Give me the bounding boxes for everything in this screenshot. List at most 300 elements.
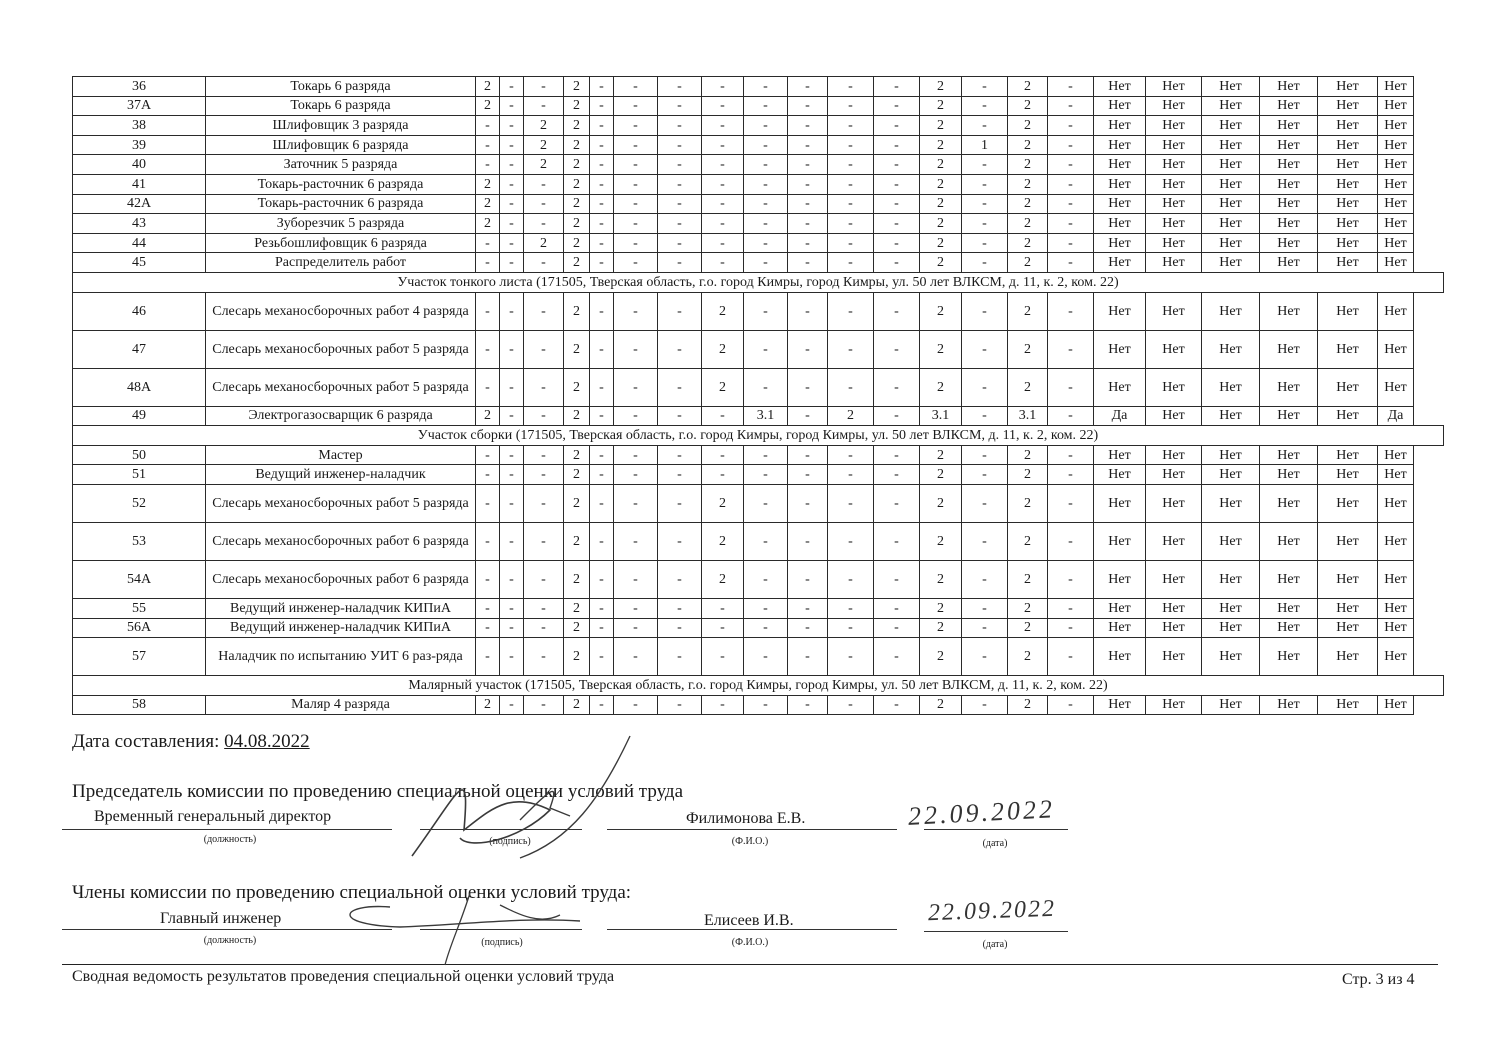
table-cell: -	[1048, 116, 1094, 136]
table-cell: 2	[524, 116, 564, 136]
table-cell: Нет	[1146, 598, 1202, 618]
table-cell: -	[614, 330, 658, 368]
table-cell: -	[702, 465, 744, 485]
table-cell: -	[476, 233, 500, 253]
table-cell: -	[828, 330, 874, 368]
table-cell: 2	[1008, 214, 1048, 234]
table-cell: -	[524, 406, 564, 426]
table-cell: -	[744, 155, 788, 175]
table-cell: Нет	[1378, 484, 1414, 522]
table-cell: Нет	[1094, 638, 1146, 676]
table-cell: Нет	[1146, 292, 1202, 330]
table-cell: Нет	[1318, 406, 1378, 426]
table-cell: -	[874, 484, 920, 522]
table-cell: -	[658, 77, 702, 97]
table-cell: Нет	[1146, 214, 1202, 234]
table-cell: Нет	[1146, 406, 1202, 426]
table-cell: Нет	[1318, 445, 1378, 465]
table-cell: -	[476, 368, 500, 406]
table-cell: -	[1048, 194, 1094, 214]
table-cell: 2	[920, 174, 962, 194]
table-cell: -	[962, 155, 1008, 175]
table-cell: -	[614, 368, 658, 406]
table-row	[73, 560, 1444, 598]
table-cell: -	[1048, 214, 1094, 234]
table-cell: Нет	[1260, 465, 1318, 485]
table-cell: -	[744, 368, 788, 406]
chair-heading: Председатель комиссии по проведению специальной оценки условий труда	[72, 781, 683, 802]
table-cell: Да	[1094, 406, 1146, 426]
table-cell: 2	[524, 135, 564, 155]
table-cell: -	[614, 155, 658, 175]
table-cell: Нет	[1094, 522, 1146, 560]
table-cell: -	[744, 135, 788, 155]
table-cell: Нет	[1094, 330, 1146, 368]
table-cell: 2	[1008, 560, 1048, 598]
table-cell: -	[614, 116, 658, 136]
table-cell: Нет	[1202, 116, 1260, 136]
table-cell: Нет	[1146, 330, 1202, 368]
table-cell: -	[1048, 618, 1094, 638]
table-cell: Нет	[1094, 194, 1146, 214]
table-cell: -	[788, 465, 828, 485]
table-cell: -	[874, 598, 920, 618]
table-cell: 2	[702, 292, 744, 330]
table-cell: -	[962, 522, 1008, 560]
table-cell: -	[590, 292, 614, 330]
table-cell: 2	[1008, 445, 1048, 465]
table-cell: Нет	[1260, 368, 1318, 406]
table-cell: -	[962, 618, 1008, 638]
member-signature	[320, 885, 620, 975]
table-cell: 2	[564, 174, 590, 194]
table-cell: -	[524, 618, 564, 638]
table-cell: Нет	[1094, 135, 1146, 155]
table-cell: -	[658, 484, 702, 522]
table-cell: Нет	[1094, 253, 1146, 273]
table-cell: -	[500, 77, 524, 97]
table-cell: 2	[564, 96, 590, 116]
table-cell: -	[500, 445, 524, 465]
table-cell: 2	[564, 695, 590, 715]
table-cell: Нет	[1260, 174, 1318, 194]
table-cell: -	[614, 77, 658, 97]
section-title: Участок тонкого листа (171505, Тверская область, г.о. город Кимры, город Кимры, ул. 50 лет ВЛКСМ, д. 11, к. 2, ком. 22)	[73, 272, 1444, 292]
table-cell: 2	[476, 695, 500, 715]
table-cell: -	[702, 135, 744, 155]
table-cell: -	[1048, 638, 1094, 676]
table-cell: 2	[920, 116, 962, 136]
table-cell: -	[744, 96, 788, 116]
table-cell: Нет	[1202, 233, 1260, 253]
table-cell: Нет	[1260, 135, 1318, 155]
table-cell: -	[590, 214, 614, 234]
table-cell: 2	[1008, 598, 1048, 618]
table-cell: -	[788, 406, 828, 426]
table-cell: -	[614, 445, 658, 465]
member-name: Елисеев И.В.	[704, 912, 794, 929]
table-row	[73, 522, 1444, 560]
table-cell: 2	[920, 292, 962, 330]
table-cell: -	[476, 598, 500, 618]
table-cell: Нет	[1094, 116, 1146, 136]
table-cell: -	[874, 77, 920, 97]
table-cell: -	[614, 214, 658, 234]
table-cell: Нет	[1202, 135, 1260, 155]
table-cell: Нет	[1146, 155, 1202, 175]
table-cell: -	[874, 330, 920, 368]
table-cell: 3.1	[920, 406, 962, 426]
table-cell: -	[614, 560, 658, 598]
table-cell: -	[658, 445, 702, 465]
chair-position-line	[62, 829, 392, 830]
table-cell: Нет	[1260, 155, 1318, 175]
table-cell: -	[658, 638, 702, 676]
position-name: Наладчик по испытанию УИТ 6 раз-ряда	[206, 638, 476, 676]
workplace-number: 37А	[73, 96, 206, 116]
workplace-number: 40	[73, 155, 206, 175]
table-cell: -	[590, 560, 614, 598]
table-cell: -	[658, 560, 702, 598]
table-cell: Нет	[1378, 695, 1414, 715]
position-name: Заточник 5 разряда	[206, 155, 476, 175]
table-cell: -	[962, 368, 1008, 406]
table-cell: -	[524, 194, 564, 214]
table-cell: 2	[920, 522, 962, 560]
table-cell: -	[524, 638, 564, 676]
table-cell: -	[788, 214, 828, 234]
table-cell: -	[962, 445, 1008, 465]
table-cell: -	[590, 330, 614, 368]
table-cell: -	[828, 116, 874, 136]
table-cell: Нет	[1202, 368, 1260, 406]
table-cell: -	[874, 194, 920, 214]
table-cell: -	[658, 96, 702, 116]
table-cell: -	[788, 445, 828, 465]
table-cell: Нет	[1318, 96, 1378, 116]
table-cell: Нет	[1094, 695, 1146, 715]
table-cell: -	[828, 598, 874, 618]
table-cell: Нет	[1146, 618, 1202, 638]
table-cell: Нет	[1202, 174, 1260, 194]
table-row	[73, 253, 1444, 273]
caption-date-2: (дата)	[982, 939, 1008, 950]
table-cell: Нет	[1094, 445, 1146, 465]
table-cell: -	[614, 522, 658, 560]
table-cell: -	[874, 135, 920, 155]
table-cell: -	[874, 406, 920, 426]
table-cell: Нет	[1146, 368, 1202, 406]
table-cell: -	[500, 155, 524, 175]
chair-position: Временный генеральный директор	[94, 808, 332, 825]
table-cell: -	[614, 253, 658, 273]
table-cell: -	[744, 77, 788, 97]
table-cell: -	[962, 406, 1008, 426]
table-row	[73, 465, 1444, 485]
table-cell: 2	[920, 445, 962, 465]
position-name: Токарь 6 разряда	[206, 77, 476, 97]
position-name: Резьбошлифовщик 6 разряда	[206, 233, 476, 253]
chair-signature	[400, 730, 640, 870]
table-row	[73, 155, 1444, 175]
position-name: Мастер	[206, 445, 476, 465]
table-cell: 2	[828, 406, 874, 426]
table-cell: 2	[920, 638, 962, 676]
table-cell: -	[962, 77, 1008, 97]
table-cell: -	[614, 174, 658, 194]
table-cell: 2	[920, 695, 962, 715]
table-row	[73, 330, 1444, 368]
member-date-line	[924, 931, 1068, 932]
compilation-date	[72, 731, 310, 753]
table-cell: -	[614, 484, 658, 522]
workplace-number: 39	[73, 135, 206, 155]
table-cell: Нет	[1318, 465, 1378, 485]
workplace-number: 49	[73, 406, 206, 426]
table-cell: -	[614, 618, 658, 638]
table-cell: -	[744, 174, 788, 194]
table-cell: -	[744, 465, 788, 485]
table-cell: -	[828, 155, 874, 175]
table-cell: -	[500, 330, 524, 368]
workplace-number: 46	[73, 292, 206, 330]
table-cell: Нет	[1146, 135, 1202, 155]
table-cell: -	[962, 116, 1008, 136]
table-cell: -	[476, 465, 500, 485]
table-cell: -	[476, 445, 500, 465]
table-cell: 3.1	[1008, 406, 1048, 426]
table-cell: -	[874, 155, 920, 175]
table-cell: Нет	[1318, 522, 1378, 560]
table-cell: 2	[524, 155, 564, 175]
table-cell: -	[828, 253, 874, 273]
position-name: Токарь-расточник 6 разряда	[206, 174, 476, 194]
table-cell: -	[702, 116, 744, 136]
table-cell: -	[744, 330, 788, 368]
caption-fio: (Ф.И.О.)	[731, 836, 769, 847]
table-cell: -	[744, 116, 788, 136]
table-cell: 2	[1008, 174, 1048, 194]
table-cell: 2	[920, 618, 962, 638]
table-cell: Нет	[1202, 253, 1260, 273]
table-cell: Нет	[1260, 77, 1318, 97]
table-cell: -	[874, 96, 920, 116]
table-cell: Нет	[1378, 233, 1414, 253]
table-row	[73, 406, 1444, 426]
table-cell: 2	[476, 96, 500, 116]
section-title: Участок сборки (171505, Тверская область, г.о. город Кимры, город Кимры, ул. 50 лет ВЛКСМ, д. 11, к. 2, ком. 22)	[73, 426, 1444, 446]
workplace-number: 51	[73, 465, 206, 485]
table-cell: -	[828, 96, 874, 116]
position-name: Слесарь механосборочных работ 6 разряда	[206, 522, 476, 560]
table-cell: Нет	[1378, 135, 1414, 155]
table-cell: -	[614, 135, 658, 155]
workplace-number: 42А	[73, 194, 206, 214]
table-cell: 2	[1008, 96, 1048, 116]
table-cell: Нет	[1260, 253, 1318, 273]
table-cell: -	[788, 368, 828, 406]
table-cell: Нет	[1202, 292, 1260, 330]
table-cell: -	[524, 695, 564, 715]
section-title: Малярный участок (171505, Тверская область, г.о. город Кимры, город Кимры, ул. 50 лет ВЛКСМ, д. 11, к. 2, ком. 22)	[73, 676, 1444, 696]
table-cell: -	[524, 77, 564, 97]
table-row	[73, 638, 1444, 676]
workplace-number: 50	[73, 445, 206, 465]
workplace-number: 44	[73, 233, 206, 253]
table-cell: -	[962, 292, 1008, 330]
table-cell: 2	[1008, 330, 1048, 368]
table-cell: 2	[564, 194, 590, 214]
table-cell: 2	[702, 368, 744, 406]
table-cell: -	[524, 445, 564, 465]
table-cell: 2	[920, 598, 962, 618]
table-cell: Нет	[1378, 445, 1414, 465]
table-cell: 2	[1008, 233, 1048, 253]
table-cell: -	[702, 174, 744, 194]
table-cell: -	[1048, 465, 1094, 485]
table-cell: Нет	[1318, 155, 1378, 175]
table-cell: Нет	[1202, 96, 1260, 116]
table-cell: Нет	[1202, 330, 1260, 368]
table-cell: -	[590, 174, 614, 194]
workplace-number: 45	[73, 253, 206, 273]
table-cell: -	[500, 253, 524, 273]
table-cell: -	[1048, 77, 1094, 97]
table-cell: 2	[564, 484, 590, 522]
table-cell: 2	[564, 368, 590, 406]
table-cell: -	[614, 695, 658, 715]
table-cell: -	[702, 695, 744, 715]
table-cell: -	[500, 484, 524, 522]
caption-signature-2: (подпись)	[481, 937, 523, 948]
table-cell: -	[500, 695, 524, 715]
table-cell: Нет	[1094, 233, 1146, 253]
table-cell: -	[614, 598, 658, 618]
page-number: Стр. 3 из 4	[1342, 971, 1415, 988]
table-cell: -	[744, 560, 788, 598]
table-cell: Нет	[1378, 77, 1414, 97]
position-name: Ведущий инженер-наладчик	[206, 465, 476, 485]
results-table	[72, 76, 1444, 715]
table-cell: -	[658, 292, 702, 330]
table-cell: 2	[564, 445, 590, 465]
table-cell: -	[500, 214, 524, 234]
table-row	[73, 116, 1444, 136]
table-cell: -	[614, 96, 658, 116]
table-cell: 2	[920, 253, 962, 273]
table-cell: Нет	[1202, 77, 1260, 97]
chair-date: 22.09.2022	[907, 794, 1056, 831]
table-cell: 2	[1008, 77, 1048, 97]
table-cell: -	[702, 253, 744, 273]
caption-position: (должность)	[203, 834, 257, 845]
table-cell: -	[658, 465, 702, 485]
table-cell: 2	[920, 214, 962, 234]
position-name: Токарь 6 разряда	[206, 96, 476, 116]
table-cell: -	[828, 214, 874, 234]
table-cell: -	[590, 96, 614, 116]
table-cell: -	[702, 638, 744, 676]
table-cell: 2	[1008, 465, 1048, 485]
table-cell: -	[874, 368, 920, 406]
table-cell: Нет	[1202, 406, 1260, 426]
table-cell: -	[500, 194, 524, 214]
table-cell: -	[658, 253, 702, 273]
table-cell: -	[874, 445, 920, 465]
table-cell: -	[962, 194, 1008, 214]
table-cell: Нет	[1146, 445, 1202, 465]
table-cell: Нет	[1146, 116, 1202, 136]
workplace-number: 36	[73, 77, 206, 97]
table-cell: 2	[564, 522, 590, 560]
table-row	[73, 598, 1444, 618]
workplace-number: 48А	[73, 368, 206, 406]
table-cell: 2	[564, 214, 590, 234]
table-cell: -	[658, 330, 702, 368]
table-cell: -	[874, 214, 920, 234]
table-cell: -	[1048, 484, 1094, 522]
table-cell: Нет	[1202, 560, 1260, 598]
table-cell: -	[658, 406, 702, 426]
caption-date: (дата)	[982, 838, 1008, 849]
table-cell: -	[702, 77, 744, 97]
table-cell: -	[476, 253, 500, 273]
position-name: Ведущий инженер-наладчик КИПиА	[206, 598, 476, 618]
table-cell: 2	[920, 194, 962, 214]
table-cell: -	[828, 445, 874, 465]
table-cell: 2	[564, 465, 590, 485]
table-cell: Нет	[1318, 368, 1378, 406]
table-cell: -	[500, 96, 524, 116]
table-cell: 2	[564, 77, 590, 97]
table-cell: Нет	[1094, 560, 1146, 598]
table-cell: 2	[476, 214, 500, 234]
table-cell: -	[658, 174, 702, 194]
table-cell: -	[962, 560, 1008, 598]
date-label: Дата составления:	[72, 731, 220, 752]
table-cell: -	[590, 598, 614, 618]
table-cell: -	[1048, 96, 1094, 116]
table-cell: Нет	[1378, 253, 1414, 273]
table-cell: -	[590, 522, 614, 560]
table-cell: -	[788, 560, 828, 598]
table-cell: Нет	[1318, 292, 1378, 330]
table-cell: Нет	[1378, 116, 1414, 136]
chair-name: Филимонова Е.В.	[686, 810, 806, 827]
table-cell: -	[962, 214, 1008, 234]
table-cell: -	[788, 618, 828, 638]
table-cell: Нет	[1318, 174, 1378, 194]
table-cell: Нет	[1094, 598, 1146, 618]
table-cell: Нет	[1146, 695, 1202, 715]
table-cell: -	[658, 598, 702, 618]
table-cell: 2	[564, 638, 590, 676]
table-cell: Нет	[1260, 330, 1318, 368]
table-cell: 2	[476, 77, 500, 97]
table-cell: -	[590, 77, 614, 97]
table-cell: 2	[564, 253, 590, 273]
table-cell: Нет	[1146, 194, 1202, 214]
table-cell: -	[788, 233, 828, 253]
table-cell: -	[524, 214, 564, 234]
table-cell: -	[962, 233, 1008, 253]
table-cell: Нет	[1378, 560, 1414, 598]
table-cell: -	[702, 155, 744, 175]
table-cell: -	[788, 638, 828, 676]
table-cell: -	[658, 618, 702, 638]
table-cell: -	[962, 695, 1008, 715]
table-cell: -	[524, 522, 564, 560]
